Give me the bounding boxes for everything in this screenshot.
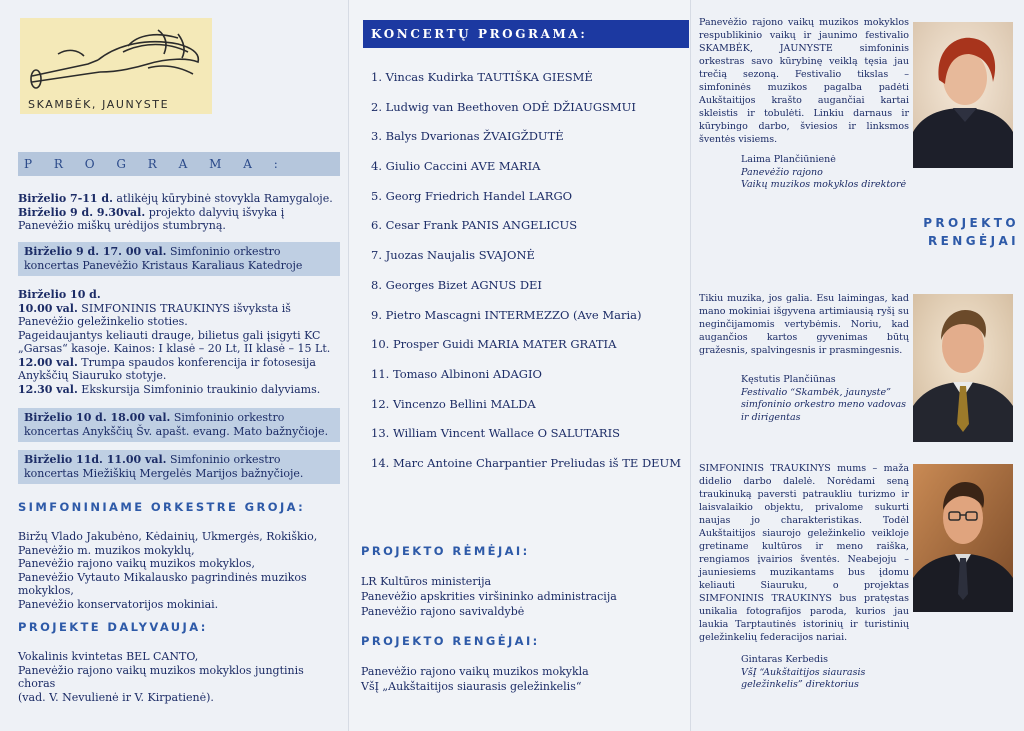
event-text: Pageidaujantys keliauti drauge, bilietus gali įsigyti KC „Garsas“ kasoje. Kainos: I klasė – 20 Lt, II klasė – 15 Lt.: [18, 328, 331, 355]
orchestra-line: Panevėžio konservatorijos mokiniai.: [18, 597, 219, 611]
highlight-concert-1: [18, 242, 340, 276]
conductor-photo: [913, 294, 1013, 442]
orchestra-line: Biržų Vlado Jakubėno, Kėdainių, Ukmergės, Rokiškio, Panevėžio m. muzikos mokyklų,: [18, 530, 318, 557]
organizers-list: [361, 664, 681, 694]
signature-name: Laima Plančiūnienė: [741, 154, 836, 165]
program-item: 13. William Vincent Wallace O SALUTARIS: [371, 426, 620, 441]
highlight-concert-3: [18, 450, 340, 484]
program-item: 1. Vincas Kudirka TAUTIŠKA GIESMĖ: [371, 70, 593, 84]
orchestra-line: Panevėžio rajono vaikų muzikos mokyklos,: [18, 557, 255, 570]
side-heading-line: PROJEKTO: [923, 216, 1019, 230]
orchestra-line: Panevėžio Vytauto Mikalausko pagrindinės muzikos mokyklos,: [18, 570, 307, 597]
director-message: Panevėžio rajono vaikų muzikos mokyklos respublikinio vaikų ir jaunimo festivalio SKAMBĖK, JAUNYSTE simfoninis orkestras savo kūrybinę veiklą tęsia jau trečią sezoną. Festivalio tikslas – simfoninės muzikos pagalba padėti Aukštaitijos krašto augančiai kartai skleistis ir tobulėti. Linkiu darnaus ir kūrybingo darbo, šviesios ir linksmos šventės visiems.: [699, 17, 909, 145]
date-text: Birželio 11d. 11.00 val.: [24, 453, 167, 466]
orchestra-heading: SIMFONINIAME ORKESTRE GROJA:: [18, 500, 306, 514]
program-item: 10. Prosper Guidi MARIA MATER GRATIA: [371, 337, 617, 352]
program-item: 12. Vincenzo Bellini MALDA: [371, 396, 536, 411]
trumpets-icon: [28, 24, 206, 94]
director-signature: [741, 154, 931, 192]
organizers-heading: PROJEKTO RENGĖJAI:: [361, 634, 540, 648]
event-text: projekto dalyvių išvyka į Panevėžio miškų urėdijos stumbryną.: [18, 205, 285, 232]
middle-panel: [348, 0, 691, 731]
director-photo: [913, 22, 1013, 168]
sponsor-item: Panevėžio rajono savivaldybė: [361, 605, 525, 618]
railway-signature: [741, 654, 931, 692]
signature-role: geležinkelis” direktorius: [741, 679, 859, 690]
date-text: Birželio 10 d.: [18, 288, 101, 301]
date-text: Birželio 9 d. 9.30val.: [18, 205, 146, 219]
participant-line: (vad. V. Nevulienė ir V. Kirpatienė).: [18, 690, 214, 704]
date-text: Birželio 10 d. 18.00 val.: [24, 411, 171, 424]
sponsors-heading: PROJEKTO RĖMĖJAI:: [361, 544, 530, 558]
event-text: Simfoninio orkestro koncertas Miežiškių Mergelės Marijos bažnyčioje.: [24, 453, 304, 480]
program-item: 8. Georges Bizet AGNUS DEI: [371, 277, 542, 292]
program-item: 2. Ludwig van Beethoven ODĖ DŽIAUGSMUI: [371, 99, 636, 114]
schedule-block-1: [18, 192, 342, 233]
programa-heading: P R O G R A M A :: [18, 152, 340, 176]
participants-text: [18, 650, 342, 704]
railway-director-photo: [913, 464, 1013, 612]
event-text: Simfoninio orkestro koncertas Panevėžio Kristaus Karaliaus Katedroje: [24, 245, 303, 272]
signature-role: ir dirigentas: [741, 411, 801, 423]
sponsor-item: LR Kultūros ministerija: [361, 575, 492, 588]
signature-role: VšĮ “Aukštaitijos siaurasis: [741, 666, 866, 678]
sponsors-list: [361, 574, 681, 619]
conductor-signature: [741, 374, 931, 424]
festival-logo: [20, 18, 212, 114]
time-text: 10.00 val.: [18, 301, 78, 315]
signature-name: Gintaras Kerbedis: [741, 654, 829, 665]
organizers-side-heading: [915, 214, 1019, 250]
program-item: 7. Juozas Naujalis SVAJONĖ: [371, 248, 535, 263]
sponsor-item: Panevėžio apskrities viršininko administracija: [361, 590, 617, 603]
event-text: atlikėjų kūrybinė stovykla Ramygaloje.: [112, 192, 333, 205]
orchestra-text: [18, 530, 342, 611]
left-panel: [0, 0, 348, 731]
program-list: [371, 70, 681, 486]
schedule-block-2: [18, 288, 342, 396]
signature-role: Festivalio “Skambėk, jaunyste”: [741, 386, 891, 398]
program-item: 14. Marc Antoine Charpantier Preliudas iš TE DEUM: [371, 455, 682, 470]
program-item: 9. Pietro Mascagni INTERMEZZO (Ave Maria): [371, 307, 642, 322]
signature-role: Vaikų muzikos mokyklos direktorė: [741, 179, 907, 190]
organizer-item: Panevėžio rajono vaikų muzikos mokykla: [361, 665, 589, 678]
time-text: 12.00 val.: [18, 355, 78, 369]
logo-text: SKAMBĖK, JAUNYSTE: [28, 98, 170, 111]
railway-message: SIMFONINIS TRAUKINYS mums – maža didelio darbo dalelė. Norėdami seną traukinuką paversti patraukliu turizmo ir laisvalaikio objektu, privalome sukurti naujas jo charakteristikas. Todėl Aukštaitijos siaurojo geležinkelio veikloje gretiname kultūros ir meno raiška, rengiamos įvairios šventės. Neabejoju – jauniesiems muzikantams bus įdomu keliauti Siauruku, o projektas SIMFONINIS TRAUKINYS bus pratęstas unikalia fotografijos paroda, kurios jau laukia Tarptautinės istorinių ir turistinių geležinkelių federacijos nariai.: [699, 463, 909, 643]
program-item: 3. Balys Dvarionas ŽVAIGŽDUTĖ: [371, 129, 564, 144]
concert-program-heading: KONCERTŲ PROGRAMA:: [363, 20, 689, 48]
participants-heading: PROJEKTE DALYVAUJA:: [18, 620, 208, 634]
event-text: Trumpa spaudos konferencija ir fotosesija Anykščių Siauruko stotyje.: [18, 355, 316, 382]
signature-role: simfoninio orkestro meno vadovas: [741, 399, 907, 410]
program-item: 4. Giulio Caccini AVE MARIA: [371, 159, 541, 174]
participant-line: Panevėžio rajono vaikų muzikos mokyklos jungtinis choras: [18, 663, 304, 690]
date-text: Birželio 7-11 d.: [18, 192, 113, 205]
organizer-item: VšĮ „Aukštaitijos siaurasis geležinkelis“: [361, 680, 582, 693]
right-panel: [690, 0, 1024, 731]
event-text: Simfoninio orkestro koncertas Anykščių Šv. apašt. evang. Mato bažnyčioje.: [24, 411, 329, 438]
signature-name: Kęstutis Plančiūnas: [741, 374, 836, 385]
date-text: Birželio 9 d. 17. 00 val.: [24, 245, 167, 258]
conductor-message: Tikiu muzika, jos galia. Esu laimingas, kad mano mokiniai išgyvena artimiausią ryšį su neginčijamomis vertybėmis. Noriu, kad augančios kartos gyvenimas būtų gražesnis, spalvingesnis ir prasmingesnis.: [699, 293, 909, 356]
participant-line: Vokalinis kvintetas BEL CANTO,: [18, 650, 199, 663]
program-item: 6. Cesar Frank PANIS ANGELICUS: [371, 218, 578, 233]
program-item: 5. Georg Friedrich Handel LARGO: [371, 188, 573, 203]
event-text: Ekskursija Simfoninio traukinio dalyviams.: [77, 382, 321, 396]
side-heading-line: RENGĖJAI: [928, 234, 1019, 248]
time-text: 12.30 val.: [18, 382, 78, 396]
event-text: SIMFONINIS TRAUKINYS išvyksta iš Panevėžio geležinkelio stoties.: [18, 301, 291, 328]
program-item: 11. Tomaso Albinoni ADAGIO: [371, 366, 542, 381]
highlight-concert-2: [18, 408, 340, 442]
signature-role: Panevėžio rajono: [741, 166, 823, 178]
